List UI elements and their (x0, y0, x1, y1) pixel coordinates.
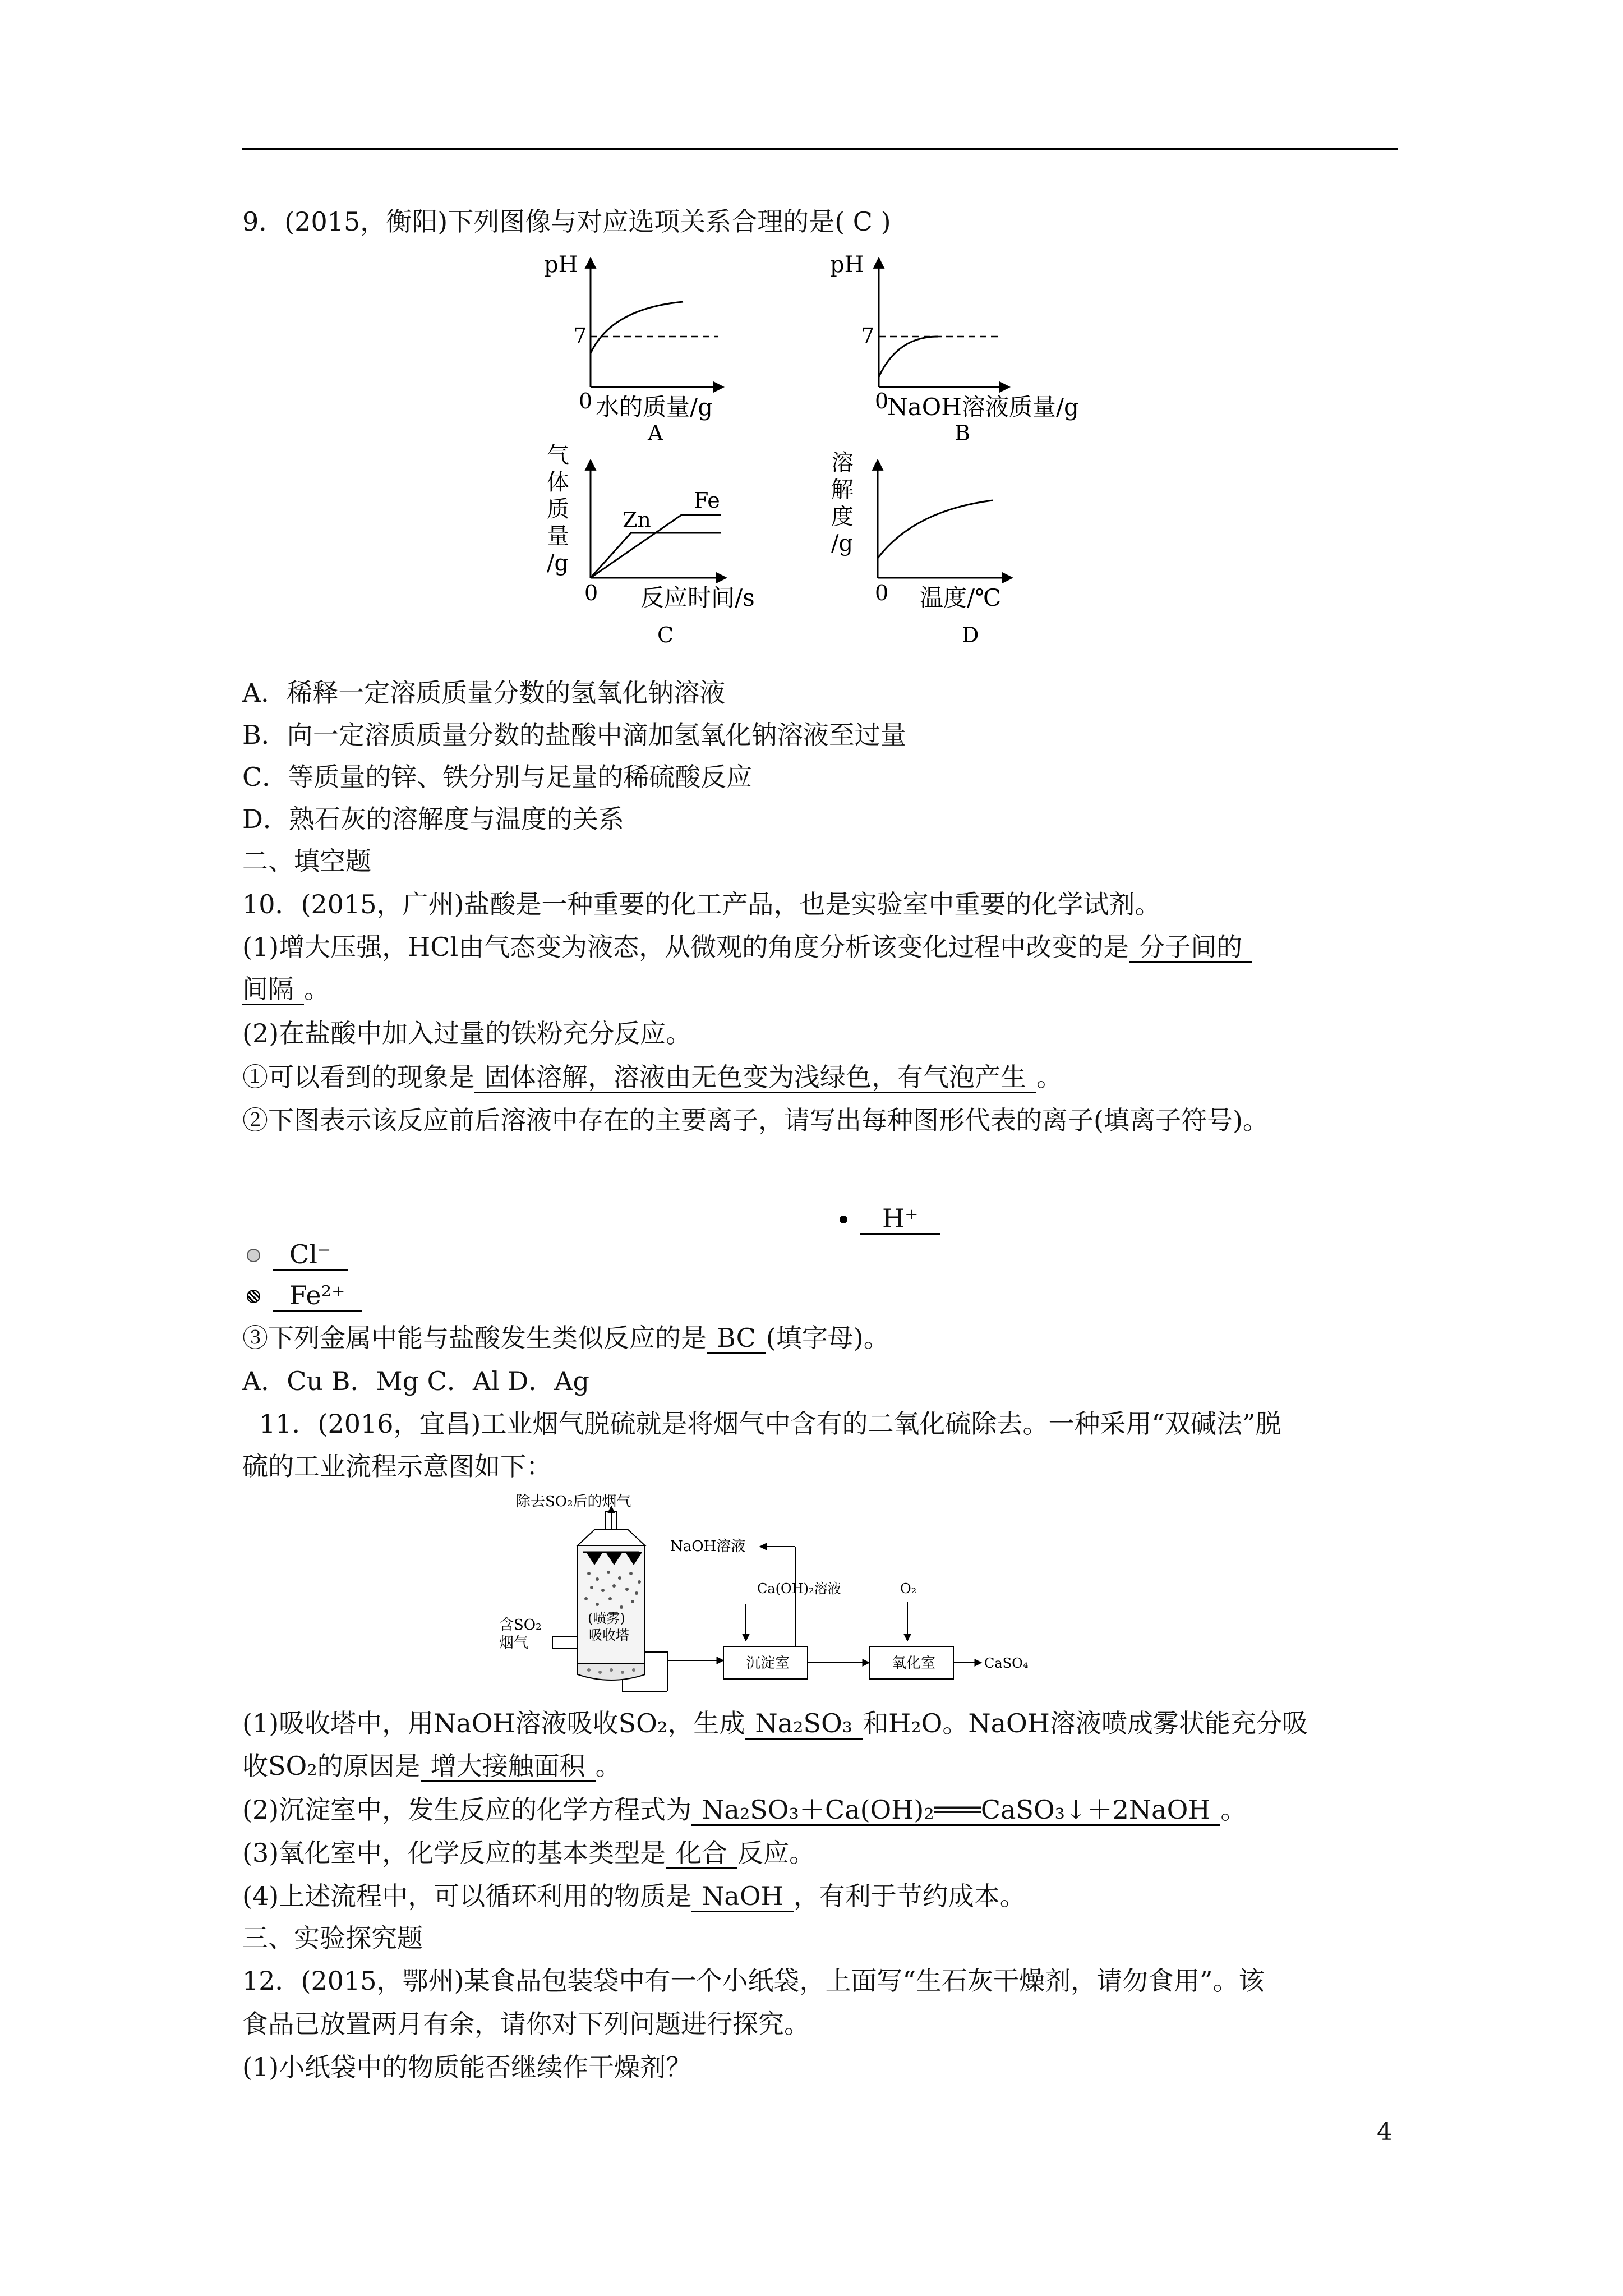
q9-option-b: B．向一定溶质质量分数的盐酸中滴加氢氧化钠溶液至过量 (242, 720, 906, 750)
graph-c-letter: C (657, 623, 674, 647)
q11-p2 (242, 1793, 1246, 1826)
graph-c-ylabel-4: 量 (547, 523, 569, 549)
q11-p4-end: ，有利于节约成本。 (793, 1881, 1026, 1911)
q10-p1-text: (1)增大压强，HCl由气态变为液态，从微观的角度分析该变化过程中改变的是 (242, 932, 1129, 962)
graph-d-xlabel: 温度/℃ (920, 584, 1002, 611)
graph-c-xlabel: 反应时间/s (640, 584, 755, 611)
q11-p4 (242, 1879, 1026, 1913)
q10-p3-text: ③下列金属中能与盐酸发生类似反应的是 (242, 1323, 707, 1353)
q11-p4-answer: NaOH (691, 1881, 794, 1912)
graph-c (547, 443, 755, 647)
graph-c-zero: 0 (584, 581, 598, 605)
section-experiment: 三、实验探究题 (242, 1923, 423, 1953)
q10-p1-answer-a: 分子间的 (1129, 932, 1252, 963)
graph-a-seven: 7 (573, 324, 587, 348)
q11-p1-line2 (242, 1749, 621, 1783)
graph-c-ylabel-5: /g (547, 550, 569, 576)
graph-b-zero: 0 (875, 389, 889, 413)
q10-p1-line1 (242, 930, 1252, 964)
diagram-oxid: 氧化室 (892, 1655, 936, 1672)
q10-p1-end: 。 (304, 974, 330, 1004)
q11-p2-text: (2)沉淀室中，发生反应的化学方程式为 (242, 1795, 692, 1825)
diagram-inlet-b: 烟气 (499, 1635, 529, 1651)
legend-fe2-plus (247, 1281, 362, 1312)
graph-d-ylabel-1: 溶 (831, 450, 854, 476)
q11-p1-text-a: (1)吸收塔中，用NaOH溶液吸收SO₂，生成 (242, 1708, 745, 1738)
graph-c-fe: Fe (694, 488, 720, 513)
q9-option-d: D．熟石灰的溶解度与温度的关系 (242, 804, 624, 834)
q9-stem: 9．(2015，衡阳)下列图像与对应选项关系合理的是( C ) (242, 206, 891, 237)
q10-p3-end: (填字母)。 (766, 1323, 889, 1353)
graph-c-ylabel-2: 体 (547, 470, 569, 495)
q11-p1-line1 (242, 1706, 1308, 1740)
q10-p2: (2)在盐酸中加入过量的铁粉充分反应。 (242, 1018, 692, 1048)
q10-p2-1 (242, 1060, 1062, 1094)
q11-p1-text-c: 收SO₂的原因是 (242, 1751, 421, 1781)
q12-stem-b: 食品已放置两月有余，请你对下列问题进行探究。 (242, 2009, 810, 2039)
page-number: 4 (1377, 2118, 1393, 2146)
q12-stem-a: 12．(2015，鄂州)某食品包装袋中有一个小纸袋，上面写“生石灰干燥剂，请勿食用”。该 (242, 1966, 1265, 1996)
graph-c-ylabel-1: 气 (547, 443, 569, 468)
diagram-spray: (喷雾) (588, 1611, 625, 1626)
graph-b-ylabel: pH (830, 252, 864, 278)
diagram-caoh: Ca(OH)₂溶液 (757, 1581, 841, 1596)
q9-option-c: C．等质量的锌、铁分别与足量的稀硫酸反应 (242, 762, 753, 792)
graph-b (830, 252, 1079, 445)
graph-c-ylabel-3: 质 (547, 496, 569, 522)
q10-p2-1-answer: 固体溶解，溶液由无色变为浅绿色，有气泡产生 (474, 1062, 1036, 1093)
q10-p3-options: A．Cu B．Mg C．Al D．Ag (242, 1366, 589, 1396)
q10-p3 (242, 1321, 889, 1355)
q11-flow-diagram (499, 1489, 1144, 1703)
q11-p3-end: 反应。 (737, 1838, 815, 1868)
q12-p1: (1)小纸袋中的物质能否继续作干燥剂？ (242, 2052, 692, 2082)
q11-p1-answer-b: 增大接触面积 (421, 1751, 596, 1782)
diagram-inlet-a: 含SO₂ (499, 1617, 542, 1634)
q11-p1-text-b: 和H₂O。NaOH溶液喷成雾状能充分吸 (863, 1708, 1308, 1738)
diagram-caso4: CaSO₄ (984, 1655, 1029, 1671)
h-plus-dot-icon (840, 1216, 847, 1223)
graph-b-letter: B (955, 421, 970, 445)
diagram-naoh: NaOH溶液 (670, 1538, 746, 1555)
q11-stem-a: 11．(2016，宜昌)工业烟气脱硫就是将烟气中含有的二氧化硫除去。一种采用“双碱法”脱 (259, 1409, 1281, 1439)
graph-b-xlabel: NaOH溶液质量/g (887, 393, 1079, 421)
cl-minus-circle-icon (247, 1249, 260, 1262)
q11-p2-answer: Na₂SO₃＋Ca(OH)₂═══CaSO₃↓＋2NaOH (691, 1795, 1220, 1826)
q10-p2-2: ②下图表示该反应前后溶液中存在的主要离子，请写出每种图形代表的离子(填离子符号)。 (242, 1105, 1269, 1135)
q10-p1-line2 (242, 972, 330, 1006)
q11-p1-end: 。 (595, 1751, 621, 1781)
legend-cl-minus (247, 1240, 348, 1271)
q9-graphs (533, 247, 1122, 662)
graph-d-ylabel-4: /g (831, 531, 854, 556)
q10-p1-answer-b: 间隔 (242, 974, 304, 1005)
graph-d (831, 450, 1012, 647)
graph-a (544, 252, 723, 445)
graph-d-zero: 0 (875, 581, 889, 605)
graph-b-seven: 7 (861, 324, 875, 348)
diagram-tower: 吸收塔 (589, 1627, 629, 1643)
header-rule (242, 148, 1398, 150)
q11-stem-b: 硫的工业流程示意图如下： (242, 1451, 552, 1481)
q11-p1-answer-a: Na₂SO₃ (745, 1709, 863, 1740)
q10-p2-1-end: 。 (1036, 1062, 1062, 1092)
legend-h-plus-ion: H⁺ (860, 1204, 940, 1235)
q11-p3-answer: 化合 (666, 1838, 737, 1869)
q10-p2-1-text: ①可以看到的现象是 (242, 1062, 474, 1092)
graph-a-letter: A (648, 421, 663, 445)
graph-a-zero: 0 (579, 389, 593, 413)
diagram-settle: 沉淀室 (746, 1655, 790, 1672)
diagram-top-gas: 除去SO₂后的烟气 (516, 1493, 631, 1510)
legend-cl-minus-ion: Cl⁻ (273, 1240, 348, 1271)
q11-p4-text: (4)上述流程中，可以循环利用的物质是 (242, 1881, 692, 1911)
graph-d-ylabel-3: 度 (831, 504, 854, 530)
graph-a-xlabel: 水的质量/g (596, 393, 713, 421)
q11-p2-end: 。 (1220, 1795, 1247, 1825)
graph-a-ylabel: pH (544, 252, 578, 278)
fe2-plus-hatched-circle-icon (247, 1290, 260, 1303)
q10-stem: 10．(2015，广州)盐酸是一种重要的化工产品，也是实验室中重要的化学试剂。 (242, 889, 1161, 919)
graph-c-zn: Zn (623, 508, 651, 532)
q10-p3-answer: BC (707, 1323, 766, 1354)
diagram-o2: O₂ (900, 1581, 917, 1596)
q9-option-a: A．稀释一定溶质质量分数的氢氧化钠溶液 (242, 678, 726, 708)
graph-d-ylabel-2: 解 (831, 477, 854, 503)
legend-h-plus (840, 1204, 940, 1235)
q11-p3-text: (3)氧化室中，化学反应的基本类型是 (242, 1838, 666, 1868)
legend-fe2-plus-ion: Fe²⁺ (273, 1281, 362, 1312)
graph-d-letter: D (962, 623, 979, 647)
q11-p3 (242, 1836, 815, 1870)
section-fill-blank: 二、填空题 (242, 846, 371, 876)
